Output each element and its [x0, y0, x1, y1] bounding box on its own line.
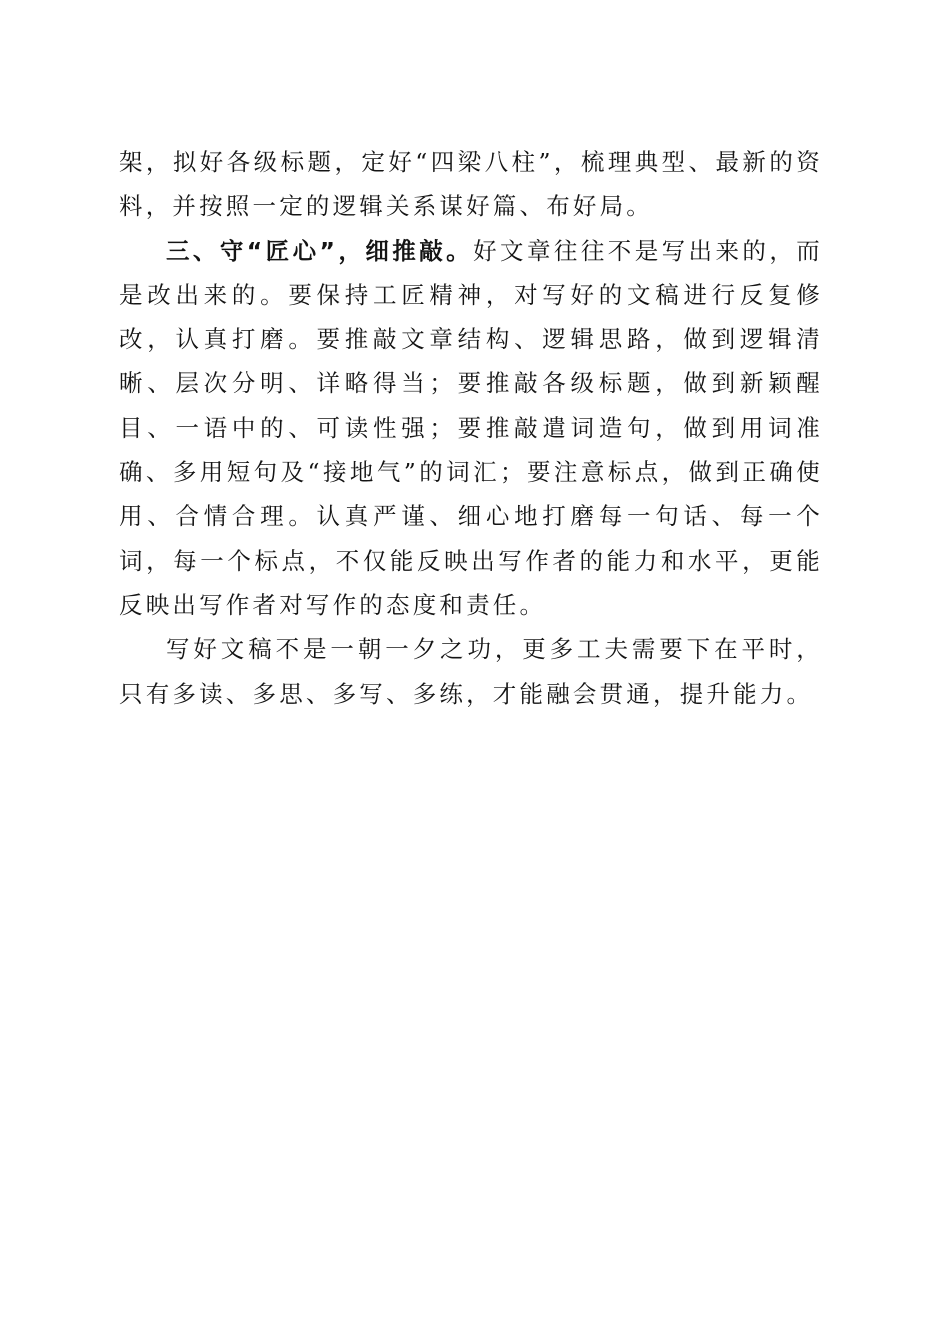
section-three-body: 好文章往往不是写出来的，而是改出来的。要保持工匠精神，对写好的文稿进行反复修改，认真打磨。要推敲文章结构、逻辑思路，做到逻辑清晰、层次分明、详略得当；要推敲各级标题，做到新颖醒目、一语中的、可读性强；要推敲遣词造句，做到用词准确、多用短句及“接地气”的词汇；要注意标点，做到正确使用、合情合理。认真严谨、细心地打磨每一句话、每一个词，每一个标点，不仅能反映出写作者的能力和水平，更能反映出写作者对写作的态度和责任。	[119, 236, 823, 619]
paragraph-continued: 架，拟好各级标题，定好“四梁八柱”，梳理典型、最新的资料，并按照一定的逻辑关系谋好篇、布好局。	[119, 148, 823, 221]
document-body	[119, 140, 823, 716]
section-three-heading: 三、守“匠心”，细推敲。	[166, 236, 474, 265]
paragraph-section-three	[119, 229, 823, 628]
paragraph-closing: 写好文稿不是一朝一夕之功，更多工夫需要下在平时，只有多读、多思、多写、多练，才能融会贯通，提升能力。	[119, 635, 823, 708]
